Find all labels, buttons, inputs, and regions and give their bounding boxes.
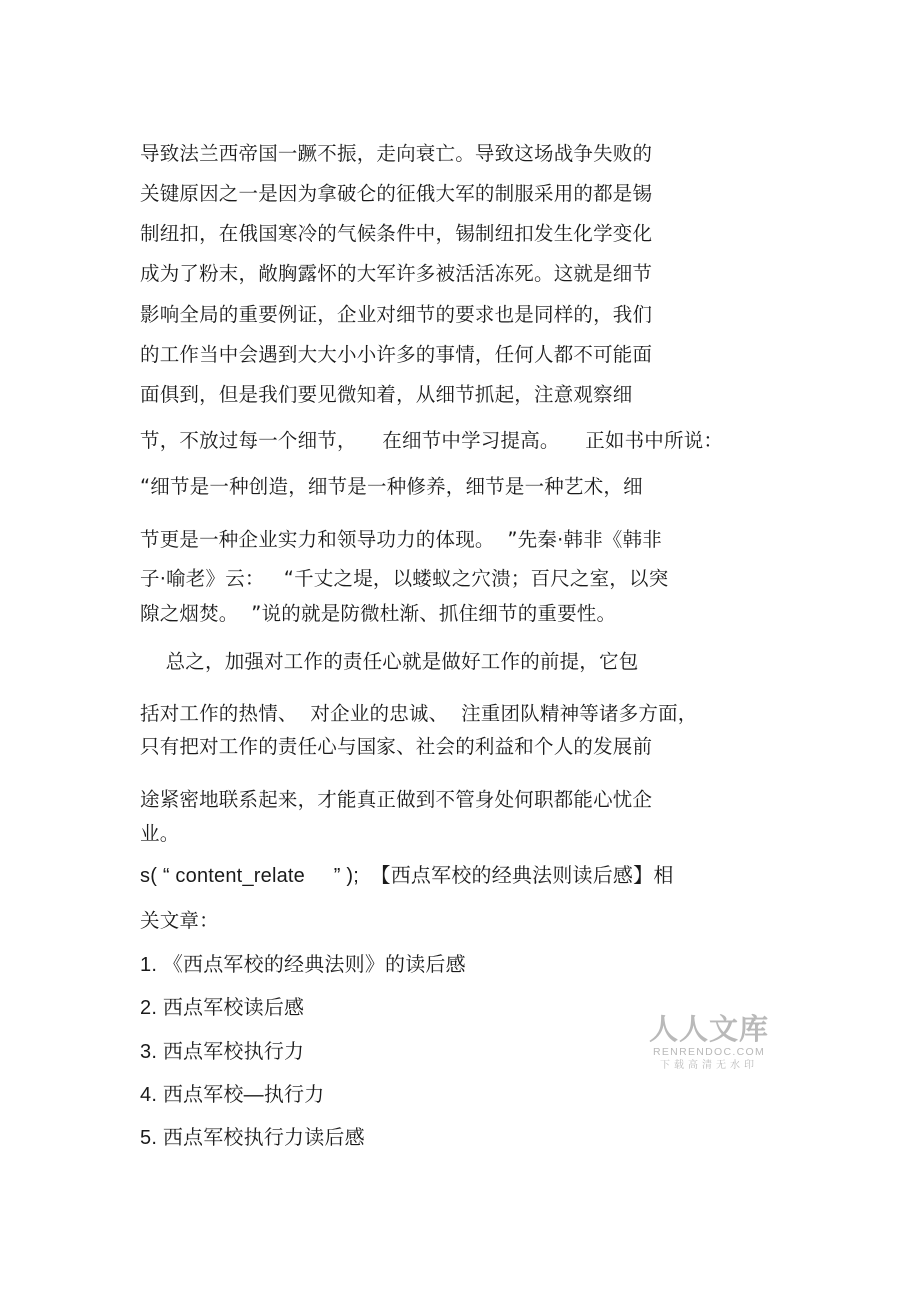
body-line: 途紧密地联系起来，才能真正做到不管身处何职都能心忧企: [140, 788, 653, 811]
body-line: 成为了粉末，敞胸露怀的大军许多被活活冻死。这就是细节: [140, 262, 653, 285]
body-line: 总之，加强对工作的责任心就是做好工作的前提，它包: [140, 650, 639, 673]
related-item-link[interactable]: 4. 西点军校—执行力: [140, 1084, 325, 1106]
related-item-link[interactable]: 3. 西点军校执行力: [140, 1041, 305, 1063]
body-line: 括对工作的热情、 对企业的忠诚、 注重团队精神等诸多方面，: [140, 702, 698, 725]
body-line: 的工作当中会遇到大大小小许多的事情，任何人都不可能面: [140, 343, 653, 366]
body-line: 导致法兰西帝国一蹶不振，走向衰亡。导致这场战争失败的: [140, 142, 653, 165]
body-line: 节更是一种企业实力和领导功力的体现。 ”先秦·韩非《韩非: [140, 528, 662, 551]
body-line: 影响全局的重要例证，企业对细节的要求也是同样的，我们: [140, 303, 653, 326]
body-line: 制纽扣，在俄国寒冷的气候条件中，锡制纽扣发生化学变化: [140, 222, 653, 245]
body-line: 子·喻老》云： “千丈之堤，以蝼蚁之穴溃；百尺之室，以突: [140, 567, 669, 590]
body-line: 只有把对工作的责任心与国家、社会的利益和个人的发展前: [140, 735, 653, 758]
related-heading: 关文章：: [140, 909, 219, 932]
watermark-title: 人人文库: [648, 1012, 769, 1046]
body-line: 面俱到，但是我们要见微知着，从细节抓起，注意观察细: [140, 383, 633, 406]
code-line: s( “ content_relate ” ); 【西点军校的经典法则读后感】相: [140, 865, 674, 887]
watermark-url: RENRENDOC.COM: [653, 1046, 765, 1058]
body-line: 关键原因之一是因为拿破仑的征俄大军的制服采用的都是锡: [140, 182, 653, 205]
watermark-tagline: 下载高清无水印: [660, 1060, 758, 1071]
body-line: “细节是一种创造，细节是一种修养，细节是一种艺术，细: [140, 475, 643, 498]
body-line: 节，不放过每一个细节， 在细节中学习提高。 正如书中所说：: [140, 429, 724, 452]
watermark-logo: [644, 1012, 774, 1073]
body-line: 业。: [140, 822, 180, 845]
related-item-link[interactable]: 2. 西点军校读后感: [140, 997, 305, 1019]
related-item-link[interactable]: 1. 《西点军校的经典法则》的读后感: [140, 954, 466, 976]
related-item-link[interactable]: 5. 西点军校执行力读后感: [140, 1127, 365, 1149]
body-line: 隙之烟焚。 ”说的就是防微杜渐、抓住细节的重要性。: [140, 602, 617, 625]
